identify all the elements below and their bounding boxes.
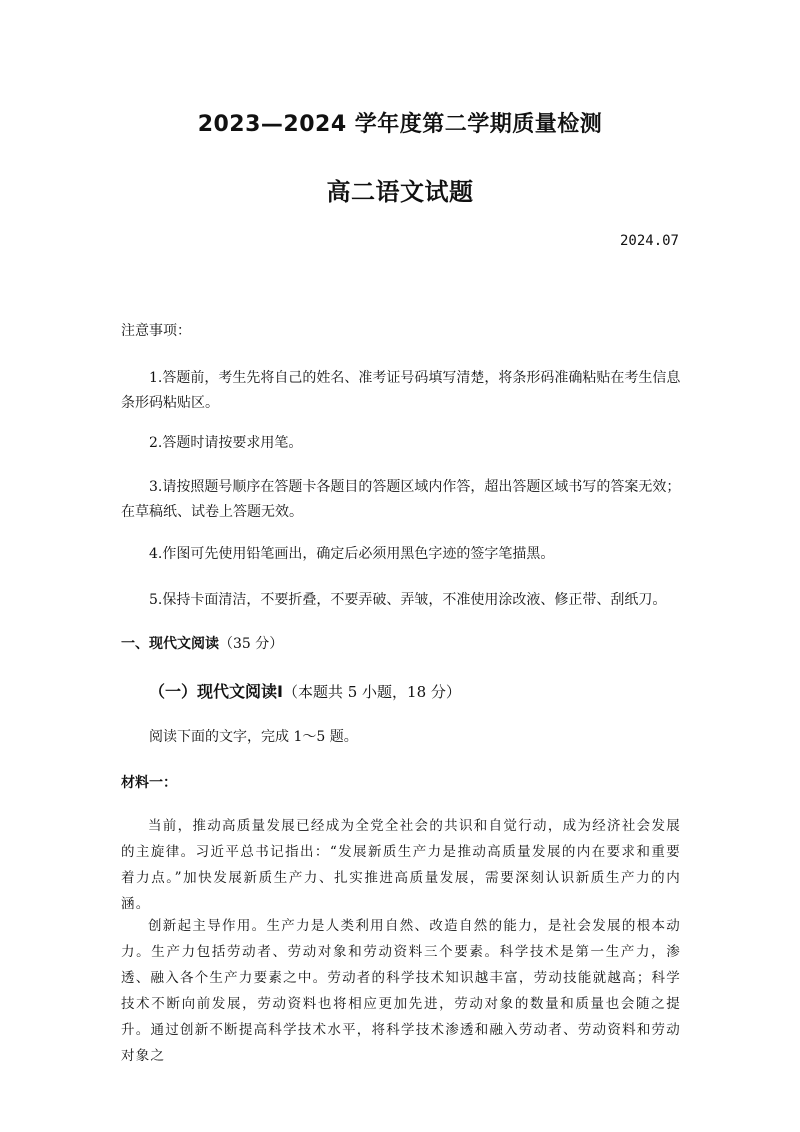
material-label: 材料一： — [121, 775, 177, 791]
subsection-detail: （本题共 5 小题，18 分） — [282, 683, 461, 701]
notice-item-1: 1.答题前，考生先将自己的姓名、准考证号码填写清楚，将条形码准确粘贴在考生信息条形码粘贴区。 — [121, 370, 681, 411]
exam-subtitle: 高二语文试题 — [326, 178, 474, 206]
notice-item-2: 2.答题时请按要求用笔。 — [149, 435, 303, 451]
material-paragraph-1: 当前，推动高质量发展已经成为全党全社会的共识和自觉行动，成为经济社会发展的主旋律。习近平总书记指出：“发展新质生产力是推动高质量发展的内在要求和重要着力点。”加快发展新质生产力、扎实推进高质量发展，需要深刻认识新质生产力的内涵。 — [121, 818, 681, 912]
subsection-title: （一）现代文阅读Ⅰ — [149, 682, 283, 701]
notice-heading: 注意事项： — [121, 323, 191, 339]
notice-item-3: 3.请按照题号顺序在答题卡各题目的答题区域内作答，超出答题区域书写的答案无效；在草稿纸、试卷上答题无效。 — [121, 479, 681, 520]
exam-title: 2023—2024 学年度第二学期质量检测 — [197, 112, 603, 137]
exam-date: 2024.07 — [619, 233, 679, 249]
notice-item-4: 4.作图可先使用铅笔画出，确定后必须用黑色字迹的签字笔描黑。 — [149, 546, 555, 562]
section-title: 一、现代文阅读 — [121, 636, 219, 652]
material-paragraph-2: 创新起主导作用。生产力是人类利用自然、改造自然的能力，是社会发展的根本动力。生产力包括劳动者、劳动对象和劳动资料三个要素。科学技术是第一生产力，渗透、融入各个生产力要素之中。劳动者的科学技术知识越丰富，劳动技能就越高；科学技术不断向前发展，劳动资料也将相应更加先进，劳动对象的数量和质量也会随之提升。通过创新不断提高科学技术水平，将科学技术渗透和融入劳动者、劳动资料和劳动对象之 — [121, 918, 681, 1064]
section-heading — [121, 632, 681, 657]
subsection-heading — [149, 679, 461, 702]
section-score: （35 分） — [219, 636, 284, 652]
reading-instruction: 阅读下面的文字，完成 1～5 题。 — [149, 729, 358, 745]
notice-item-5: 5.保持卡面清洁，不要折叠，不要弄破、弄皱，不准使用涂改液、修正带、刮纸刀。 — [149, 592, 667, 608]
